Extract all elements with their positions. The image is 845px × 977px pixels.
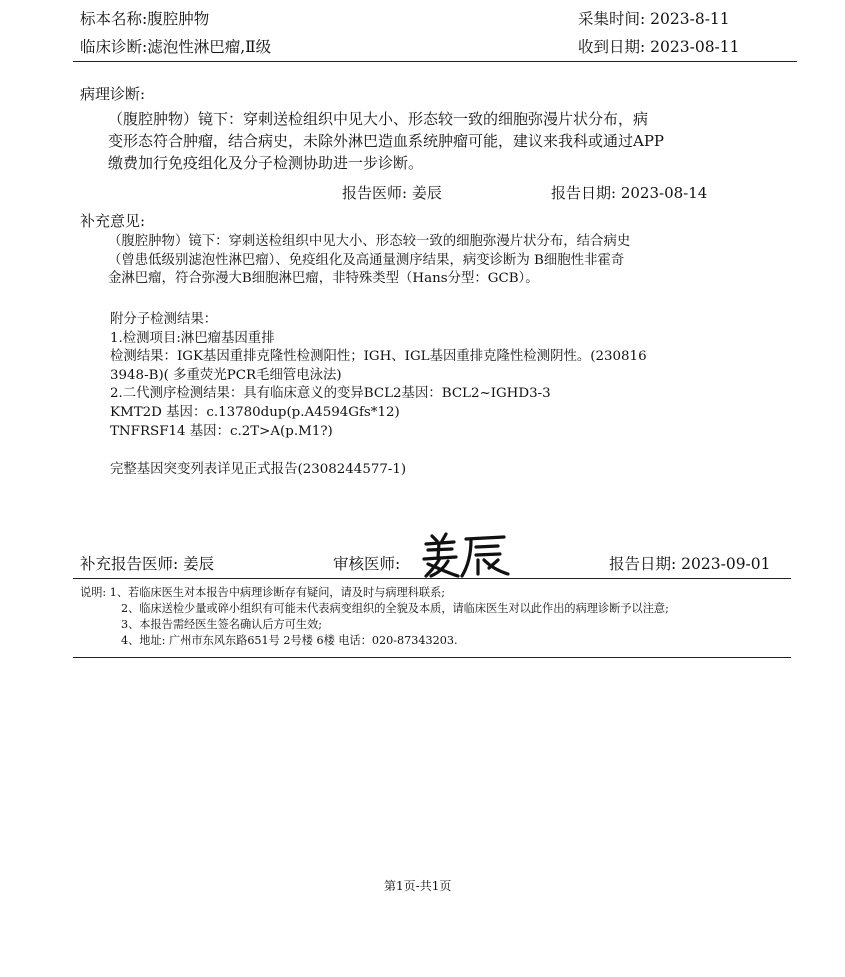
supplementary-heading: 补充意见: (80, 212, 146, 230)
received-date: 收到日期: 2023-08-11 (578, 38, 740, 56)
pathology-doctor: 报告医师: 姜辰 (342, 184, 442, 202)
supplement-doctor: 补充报告医师: 姜辰 (80, 555, 215, 573)
molecular-line: TNFRSF14 基因：c.2T>A(p.M1?) (110, 423, 333, 439)
molecular-line: 3948-B)( 多重荧光PCR毛细管电泳法) (110, 367, 342, 383)
pathology-date: 报告日期: 2023-08-14 (551, 184, 708, 202)
signoff-divider (73, 578, 791, 579)
pathology-text (108, 108, 664, 174)
molecular-heading: 附分子检测结果： (110, 312, 218, 327)
notes-line: 4、地址: 广州市东风东路651号 2号楼 6楼 电话：020-87343203. (121, 634, 458, 647)
supplementary-line: 金淋巴瘤，符合弥漫大B细胞淋巴瘤，非特殊类型（Hans分型：GCB）。 (108, 271, 539, 287)
notes-line: 说明: 1、若临床医生对本报告中病理诊断存有疑问，请及时与病理科联系; (80, 586, 446, 599)
clinical-diagnosis: 临床诊断:滤泡性淋巴瘤,Ⅱ级 (80, 38, 272, 56)
pathology-line: （腹腔肿物）镜下：穿刺送检组织中见大小、形态较一致的细胞弥漫片状分布，病 (108, 110, 649, 128)
notes-line: 3、本报告需经医生签名确认后方可生效; (121, 618, 323, 631)
handwritten-signature (418, 530, 510, 580)
notes-divider (73, 657, 791, 658)
collection-time: 采集时间: 2023-8-11 (578, 10, 730, 28)
specimen-name: 标本名称:腹腔肿物 (80, 10, 210, 28)
reviewer-label: 审核医师: (333, 555, 401, 573)
pathology-heading: 病理诊断: (80, 85, 146, 103)
reviewer-signature (418, 530, 510, 580)
molecular-line: KMT2D 基因：c.13780dup(p.A4594Gfs*12) (110, 404, 400, 420)
molecular-line: 1.检测项目:淋巴瘤基因重排 (110, 330, 275, 346)
molecular-section (110, 311, 647, 441)
notes-line: 2、临床送检少量或碎小组织有可能未代表病变组织的全貌及本质，请临床医生对以此作出的病理诊断予以注意; (121, 602, 669, 615)
page-number: 第1页-共1页 (384, 879, 452, 893)
supplementary-text (108, 233, 630, 289)
molecular-line: 检测结果：IGK基因重排克隆性检测阳性；IGH、IGL基因重排克隆性检测阴性。(230816 (110, 349, 647, 365)
pathology-line: 缴费加行免疫组化及分子检测协助进一步诊断。 (108, 154, 424, 172)
molecular-line: 2.二代测序检测结果：具有临床意义的变异BCL2基因：BCL2~IGHD3-3 (110, 386, 551, 402)
final-report-date: 报告日期: 2023-09-01 (609, 555, 771, 573)
full-report-note: 完整基因突变列表详见正式报告(2308244577-1) (110, 462, 407, 477)
header-divider (73, 61, 797, 62)
supplementary-line: （曾患低级别滤泡性淋巴瘤）、免疫组化及高通量测序结果，病变诊断为 B细胞性非霍奇 (108, 252, 625, 268)
pathology-line: 变形态符合肿瘤，结合病史，未除外淋巴造血系统肿瘤可能，建议来我科或通过APP (108, 132, 665, 150)
supplementary-line: （腹腔肿物）镜下：穿刺送检组织中见大小、形态较一致的细胞弥漫片状分布，结合病史 (108, 234, 631, 249)
